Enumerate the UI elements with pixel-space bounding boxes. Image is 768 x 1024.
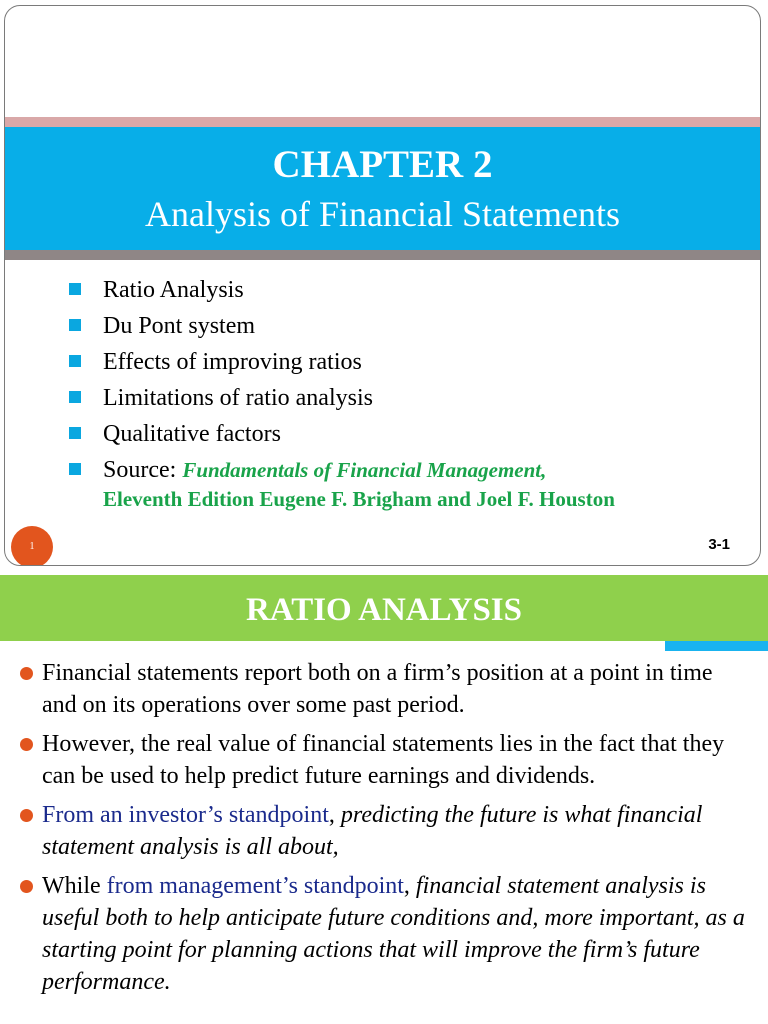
list-item: Ratio Analysis [5,272,546,308]
square-bullet-icon [69,427,81,439]
list-item: Limitations of ratio analysis [5,380,546,416]
round-bullet-icon [20,738,33,751]
square-bullet-icon [69,463,81,475]
square-bullet-icon [69,391,81,403]
list-item: From an investor’s standpoint, predicting the future is what financial statement analysis is all about, [20,799,750,863]
round-bullet-icon [20,667,33,680]
list-item: However, the real value of financial statements lies in the fact that they can be used to help predict future earnings and dividends. [20,728,750,792]
slide-chapter-2 [4,5,761,566]
decorative-strip-bottom [5,250,760,260]
chapter-title: CHAPTER 2 [272,143,493,186]
list-item: Du Pont system [5,308,546,344]
chapter-subtitle: Analysis of Financial Statements [145,194,620,234]
slide-title: RATIO ANALYSIS [0,575,768,641]
topic-list [5,272,546,488]
square-bullet-icon [69,283,81,295]
management-emphasis: financial statement analysis is useful both to help anticipate future conditions and, more important, as a starting point for planning actions that will improve the firm’s future performance. [42,873,745,995]
decorative-strip-top [5,117,760,127]
slide-number: 3-1 [708,536,730,553]
source-title: Fundamentals of Financial Management, [182,458,547,482]
list-item: Effects of improving ratios [5,344,546,380]
list-item: While from management’s standpoint, financial statement analysis is useful both to help anticipate future conditions and, more important, as a starting point for planning actions that will improve the firm’s future performance. [20,870,750,998]
page-number-badge: 1 [11,526,53,566]
decorative-tag [665,641,768,651]
list-item: Financial statements report both on a firm’s position at a point in time and on its operations over some past period. [20,657,750,721]
source-authors: Eleventh Edition Eugene F. Brigham and Joel F. Houston [103,487,615,511]
investor-standpoint: From an investor’s standpoint [42,802,329,828]
source-label: Source: [103,457,183,483]
list-item: Qualitative factors [5,416,546,452]
management-standpoint: from management’s standpoint [106,873,404,899]
square-bullet-icon [69,355,81,367]
round-bullet-icon [20,809,33,822]
investor-emphasis: predicting the future is what financial statement analysis is all about, [42,802,703,860]
source-item [5,452,546,488]
slide-ratio-analysis [0,575,768,1024]
round-bullet-icon [20,880,33,893]
title-band [5,127,760,250]
square-bullet-icon [69,319,81,331]
content-list [20,657,750,1005]
